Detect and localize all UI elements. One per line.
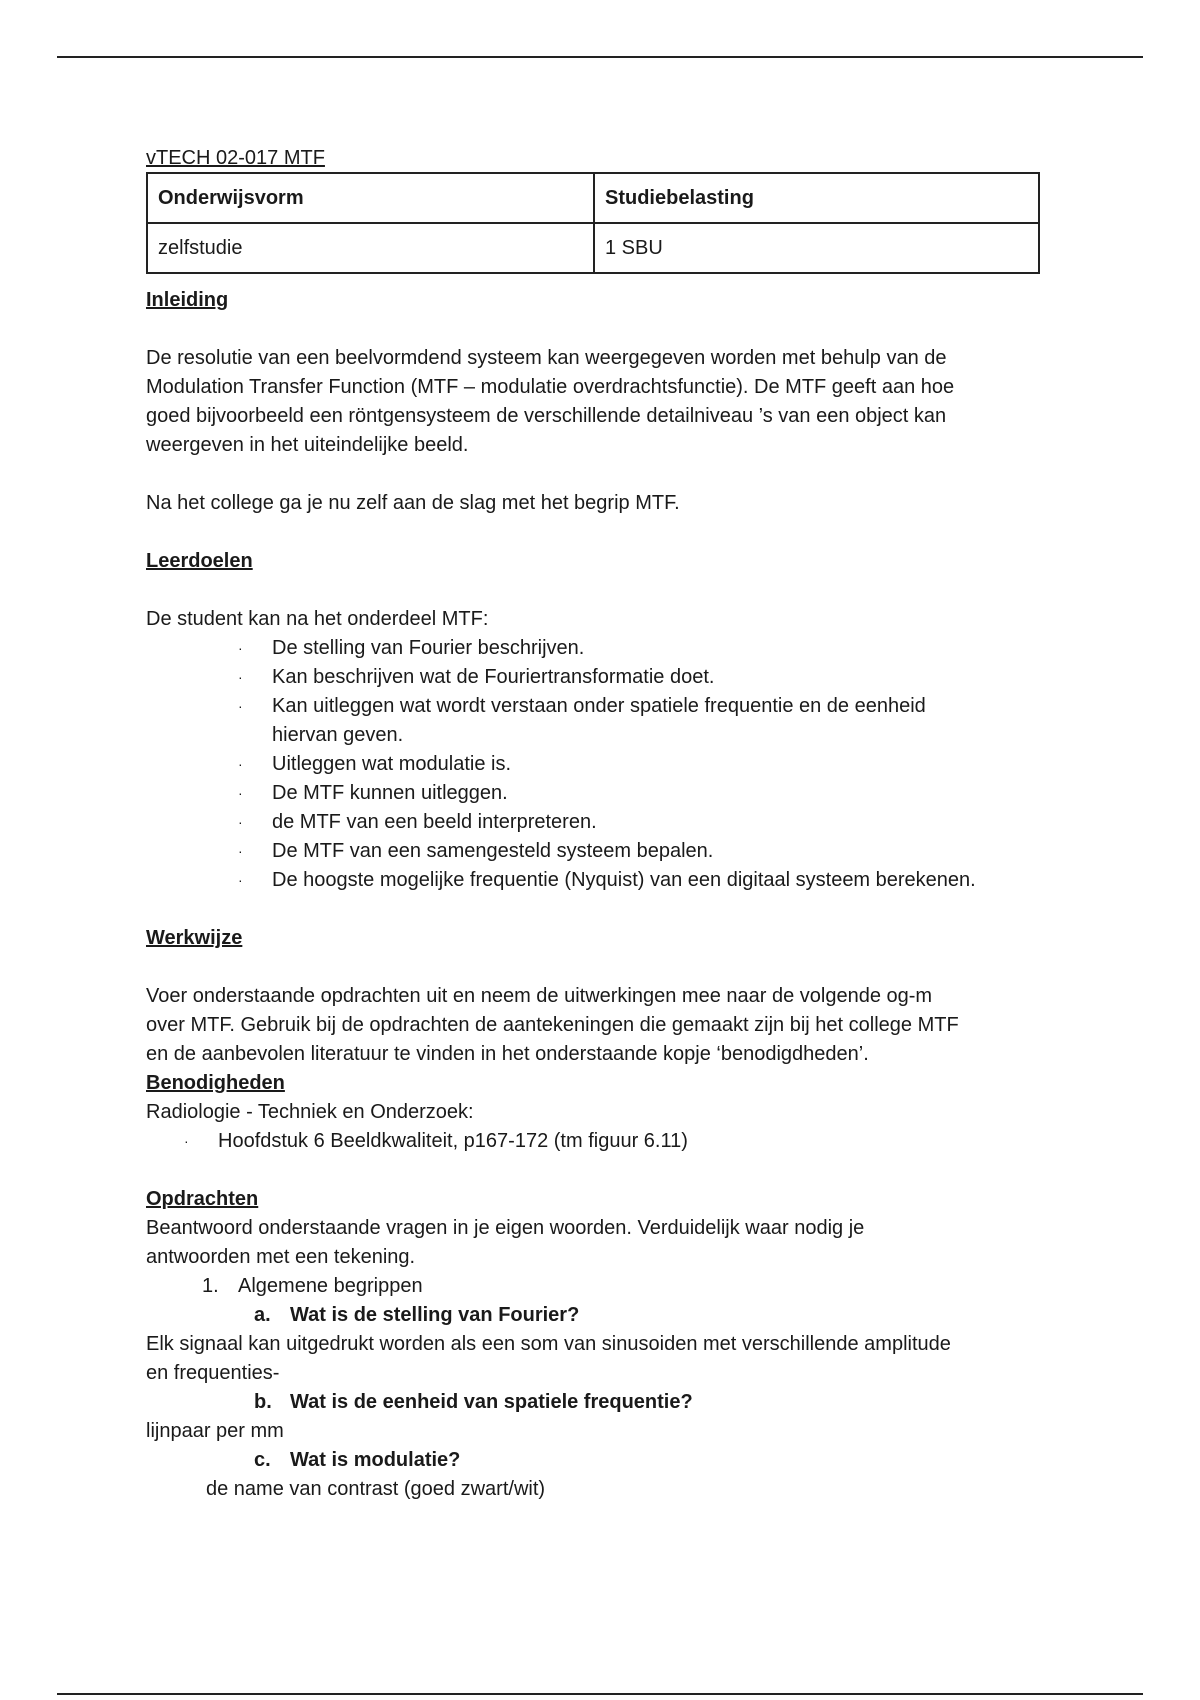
bullet-icon: · <box>184 1133 189 1149</box>
answer-a-line: Elk signaal kan uitgedrukt worden als een som van sinusoiden met verschillende amplitude <box>146 1333 951 1355</box>
question-a: a. Wat is de stelling van Fourier? <box>254 1304 580 1326</box>
table-row <box>147 223 1039 273</box>
info-table <box>146 172 1040 274</box>
question-c: c. Wat is modulatie? <box>254 1449 461 1471</box>
list-item: · de MTF van een beeld interpreteren. <box>272 808 1066 837</box>
answer-c: de name van contrast (goed zwart/wit) <box>206 1478 546 1500</box>
bullet-icon: · <box>238 872 243 888</box>
table-header-cell: Studiebelasting <box>594 173 1039 223</box>
list-item: · De MTF kunnen uitleggen. <box>272 779 1066 808</box>
list-item: · Uitleggen wat modulatie is. <box>272 750 1066 779</box>
list-item: · De stelling van Fourier beschrijven. <box>272 634 1066 663</box>
section-heading-benodigheden: Benodigheden <box>146 1072 285 1094</box>
table-cell: 1 SBU <box>594 223 1039 273</box>
bullet-icon: · <box>238 756 243 772</box>
assignment-section-1: 1. Algemene begrippen <box>202 1275 423 1297</box>
section-heading-opdrachten: Opdrachten <box>146 1188 259 1210</box>
intro-line: weergeven in het uiteindelijke beeld. <box>146 434 469 456</box>
top-rule <box>57 56 1143 58</box>
table-header-row <box>147 173 1039 223</box>
list-item: · De hoogste mogelijke frequentie (Nyquist) van een digitaal systeem berekenen. <box>272 866 1066 895</box>
requirements-source: Radiologie - Techniek en Onderzoek: <box>146 1101 474 1123</box>
bullet-icon: · <box>238 698 243 714</box>
section-heading-leerdoelen: Leerdoelen <box>146 550 253 572</box>
intro-note: Na het college ga je nu zelf aan de slag met het begrip MTF. <box>146 492 680 514</box>
document-title: vTECH 02-017 MTF <box>146 147 325 169</box>
document-body <box>146 146 1066 1504</box>
intro-line: Modulation Transfer Function (MTF – modulatie overdrachtsfunctie). De MTF geeft aan hoe <box>146 376 955 398</box>
question-b: b. Wat is de eenheid van spatiele frequentie? <box>254 1391 693 1413</box>
list-item: · Kan beschrijven wat de Fouriertransformatie doet. <box>272 663 1066 692</box>
list-item: · De MTF van een samengesteld systeem bepalen. <box>272 837 1066 866</box>
method-line: en de aanbevolen literatuur te vinden in het onderstaande kopje ‘benodigdheden’. <box>146 1043 869 1065</box>
list-item-continuation: hiervan geven. <box>272 724 404 746</box>
assignments-line: Beantwoord onderstaande vragen in je eigen woorden. Verduidelijk waar nodig je <box>146 1217 865 1239</box>
requirements-list <box>146 1127 1066 1156</box>
intro-line: goed bijvoorbeeld een röntgensysteem de verschillende detailniveau ’s van een object kan <box>146 405 947 427</box>
answer-a-line: en frequenties- <box>146 1362 280 1384</box>
bullet-icon: · <box>238 640 243 656</box>
method-line: over MTF. Gebruik bij de opdrachten de aantekeningen die gemaakt zijn bij het college MTF <box>146 1014 959 1036</box>
method-line: Voer onderstaande opdrachten uit en neem de uitwerkingen mee naar de volgende og-m <box>146 985 933 1007</box>
answer-b: lijnpaar per mm <box>146 1420 284 1442</box>
bullet-icon: · <box>238 785 243 801</box>
bottom-rule <box>57 1693 1143 1695</box>
assignments-line: antwoorden met een tekening. <box>146 1246 416 1268</box>
goals-list <box>146 634 1066 895</box>
bullet-icon: · <box>238 669 243 685</box>
table-header-cell: Onderwijsvorm <box>147 173 594 223</box>
table-cell: zelfstudie <box>147 223 594 273</box>
list-item: · Kan uitleggen wat wordt verstaan onder spatiele frequentie en de eenheid <box>272 692 1066 721</box>
bullet-icon: · <box>238 843 243 859</box>
intro-line: De resolutie van een beelvormdend systeem kan weergegeven worden met behulp van de <box>146 347 947 369</box>
section-heading-werkwijze: Werkwijze <box>146 927 243 949</box>
list-item: · Hoofdstuk 6 Beeldkwaliteit, p167-172 (tm figuur 6.11) <box>218 1127 1066 1156</box>
section-heading-inleiding: Inleiding <box>146 289 229 311</box>
bullet-icon: · <box>238 814 243 830</box>
goals-intro: De student kan na het onderdeel MTF: <box>146 608 489 630</box>
